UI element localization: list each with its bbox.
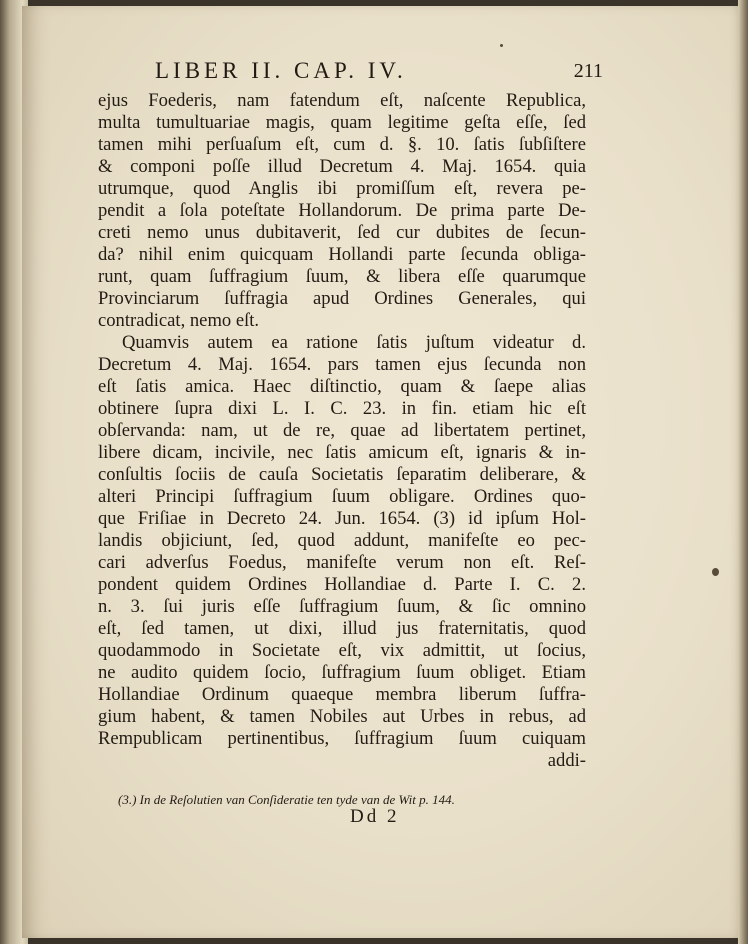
text-line: Provinciarum ſuffragia apud Ordines Generales, qui: [98, 288, 586, 309]
running-head: LIBER II. CAP. IV.: [155, 58, 407, 83]
text-line: multa tumultuariae magis, quam legitime geſta eſſe, ſed: [98, 112, 586, 133]
text-line: gium habent, & tamen Nobiles aut Urbes in rebus, ad: [98, 706, 586, 727]
text-line: eſt, ſed tamen, ut dixi, illud jus fraternitatis, quod: [98, 618, 586, 639]
text-line: libere dicam, incivile, nec ſatis amicum eſt, ignaris & in-: [98, 442, 586, 463]
text-line: & componi poſſe illud Decretum 4. Maj. 1654. quia: [98, 156, 586, 177]
text-line: cari adverſus Foedus, manifeſte verum non eſt. Reſ-: [98, 552, 586, 573]
text-line: Decretum 4. Maj. 1654. pars tamen ejus ſecunda non: [98, 354, 586, 375]
text-line: ne audito quidem ſocio, ſuffragium ſuum obliget. Etiam: [98, 662, 586, 683]
catchword: addi-: [547, 750, 586, 771]
text-line: pendit a ſola poteſtate Hollandorum. De prima parte De-: [98, 200, 586, 221]
text-line: quodammodo in Societate eſt, vix admittit, ut ſocius,: [98, 640, 586, 661]
right-page-edge: [738, 0, 748, 944]
page-number: 211: [573, 60, 603, 82]
text-line: contradicat, nemo eſt.: [98, 310, 260, 331]
text-line: pondent quidem Ordines Hollandiae d. Parte I. C. 2.: [98, 574, 586, 595]
text-line: obtinere ſupra dixi L. I. C. 23. in fin. etiam hic eſt: [98, 398, 586, 419]
text-line: n. 3. ſui juris eſſe ſuffragium ſuum, & ſic omnino: [98, 596, 586, 617]
text-line: da? nihil enim quicquam Hollandi parte ſecunda obliga-: [98, 244, 586, 265]
text-line: Hollandiae Ordinum quaeque membra liberum ſuffra-: [98, 684, 586, 705]
text-line: alteri Principi ſuffragium ſuum obligare. Ordines quo-: [98, 486, 586, 507]
text-line: Rempublicam pertinentibus, ſuffragium ſuum cuiquam: [98, 728, 586, 749]
footnote: (3.) In de Reſolutien van Conſideratie ten tyde van de Wit p. 144.: [118, 792, 455, 807]
text-line: obſervanda: nam, ut de re, quae ad libertatem pertinet,: [98, 420, 586, 441]
text-line: conſultis ſociis de cauſa Societatis ſeparatim deliberare, &: [98, 464, 586, 485]
text-line: tamen mihi perſuaſum eſt, cum d. §. 10. ſatis ſubſiſtere: [98, 134, 586, 155]
text-line: ejus Foederis, nam fatendum eſt, naſcente Republica,: [98, 90, 586, 111]
text-line: utrumque, quod Anglis ibi promiſſum eſt, revera pe-: [98, 178, 586, 199]
page-header: [135, 58, 605, 84]
text-line: eſt ſatis amica. Haec diſtinctio, quam & ſaepe alias: [98, 376, 586, 397]
text-line: que Friſiae in Decreto 24. Jun. 1654. (3) id ipſum Hol-: [98, 508, 586, 529]
text-line: Quamvis autem ea ratione ſatis juſtum videatur d.: [122, 332, 586, 353]
paper-speck: [500, 44, 503, 47]
signature-mark: Dd 2: [350, 806, 400, 827]
text-line: landis objiciunt, ſed, quod addunt, manifeſte eo pec-: [98, 530, 586, 551]
text-line: creti nemo unus dubitaverit, ſed cur dubites de ſecun-: [98, 222, 586, 243]
body-text: [98, 90, 586, 772]
text-line: runt, quam ſuffragium ſuum, & libera eſſe quarumque: [98, 266, 586, 287]
paper-speck: [712, 568, 719, 576]
